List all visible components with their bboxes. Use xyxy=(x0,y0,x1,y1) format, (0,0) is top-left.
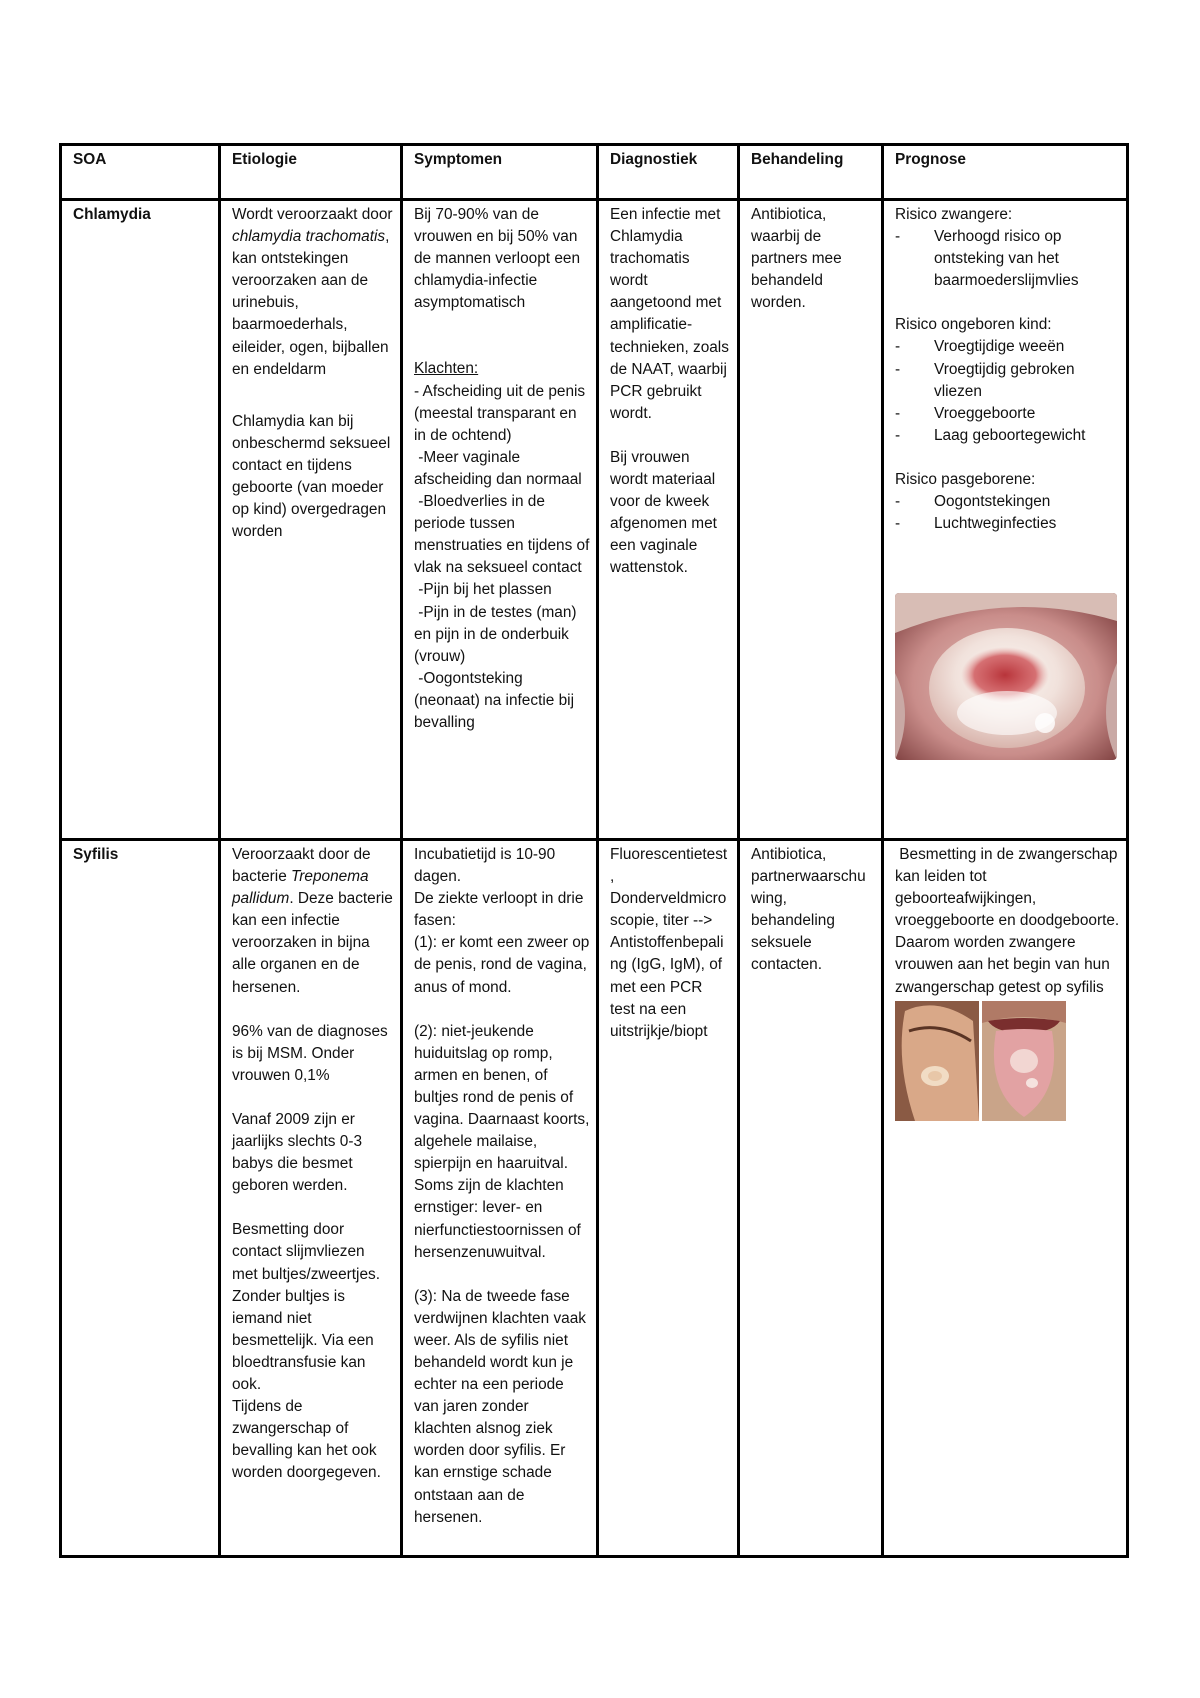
header-behandeling: Behandeling xyxy=(739,145,883,200)
klacht-item: -Meer vaginale afscheiding dan normaal xyxy=(414,448,582,488)
symptomen-text-2: De ziekte verloopt in drie fasen: xyxy=(414,890,588,930)
cervix-photo xyxy=(895,593,1117,760)
header-symptomen: Symptomen xyxy=(402,145,598,200)
cell-symptomen xyxy=(402,840,598,1557)
list-item: - Verhoogd risico op ontsteking van het baarmoederslijmvlies xyxy=(895,226,1120,292)
etiologie-transmission: Chlamydia kan bij onbeschermd seksueel contact en tijdens geboorte (van moeder op kind) overgedragen worden xyxy=(232,412,395,541)
list-item: - Vroeggeboorte xyxy=(895,403,1120,425)
header-prognose: Prognose xyxy=(883,145,1128,200)
risk-unborn-list xyxy=(895,336,1120,446)
table-row-chlamydia xyxy=(61,200,1128,840)
klacht-item: -Bloedverlies in de periode tussen menstruaties en tijdens of vlak na seksueel contact xyxy=(414,493,594,577)
list-item: - Oogontstekingen xyxy=(895,491,1120,513)
etiologie-text-5: Tijdens de zwangerschap of bevalling kan het ook worden doorgegeven. xyxy=(232,1398,381,1482)
etiologie-text-3: Vanaf 2009 zijn er jaarlijks slechts 0-3 babys die besmet geboren werden. xyxy=(232,1110,367,1195)
soa-table xyxy=(59,143,1129,1558)
cell-behandeling xyxy=(739,200,883,840)
header-diagnostiek: Diagnostiek xyxy=(598,145,739,200)
pathogen-name: Treponema pallidum xyxy=(232,868,369,908)
syfilis-photos xyxy=(895,1001,1120,1121)
klachten-label: Klachten: xyxy=(414,360,479,378)
tongue-lesion-photo xyxy=(982,1001,1066,1121)
klacht-item: -Pijn in de testes (man) en pijn in de onderbuik (vrouw) xyxy=(414,603,581,665)
list-item: - Vroegtijdige weeën xyxy=(895,336,1120,358)
risk-pregnant-label: Risico zwangere: xyxy=(895,206,1013,223)
header-etiologie: Etiologie xyxy=(220,145,402,200)
etiologie-text-4: Besmetting door contact slijmvliezen met bultjes/zweertjes. Zonder bultjes is iemand niet besmettelijk. Via een bloedtransfusie kan ook. xyxy=(232,1221,385,1393)
cell-diagnostiek xyxy=(598,200,739,840)
table-header-row xyxy=(61,145,1128,200)
klacht-item: - Afscheiding uit de penis (meestal transparant en in de ochtend) xyxy=(414,382,590,444)
etiologie-text: Veroorzaakt door de bacterie Treponema pallidum. Deze bacterie kan een infectie veroorzaken in bijna alle organen en de hersenen. xyxy=(232,846,393,996)
header-soa: SOA xyxy=(61,145,220,200)
klacht-item: -Pijn bij het plassen xyxy=(414,581,552,599)
risk-pregnant-list xyxy=(895,226,1120,292)
cell-etiologie xyxy=(220,840,402,1557)
symptomen-phase-1: (1): er komt een zweer op de penis, rond de vagina, anus of mond. xyxy=(414,934,594,996)
diagnostiek-text: Fluorescentietest, Donderveldmicroscopie, titer --> Antistoffenbepaling (IgG, IgM), of met een PCR test na een uitstrijkje/biopt xyxy=(610,846,728,1040)
cell-disease-name xyxy=(61,200,220,840)
risk-newborn-list xyxy=(895,491,1120,535)
behandeling-text: Antibiotica, partnerwaarschuwing, behandeling seksuele contacten. xyxy=(751,846,866,974)
cell-prognose xyxy=(883,200,1128,840)
penis-lesion-photo xyxy=(895,1001,979,1121)
behandeling-text: Antibiotica, waarbij de partners mee behandeld worden. xyxy=(751,206,846,312)
symptomen-intro: Bij 70-90% van de vrouwen en bij 50% van de mannen verloopt een chlamydia-infectie asymptomatisch xyxy=(414,206,585,312)
list-item: - Laag geboortegewicht xyxy=(895,425,1120,447)
cell-symptomen xyxy=(402,200,598,840)
diagnostiek-text: Een infectie met Chlamydia trachomatis wordt aangetoond met amplificatie-technieken, zoals de NAAT, waarbij PCR gebruikt wordt. xyxy=(610,206,734,422)
cell-diagnostiek xyxy=(598,840,739,1557)
pathogen-name: chlamydia trachomatis xyxy=(232,228,386,246)
cell-etiologie xyxy=(220,200,402,840)
risk-newborn-label: Risico pasgeborene: xyxy=(895,470,1036,488)
cell-prognose xyxy=(883,840,1128,1557)
prognose-text: Besmetting in de zwangerschap kan leiden tot geboorteafwijkingen, vroeggeboorte en doodgeboorte. Daarom worden zwangere vrouwen aan het begin van hun zwangerschap getest op syfilis xyxy=(895,846,1124,996)
list-item: - Luchtweginfecties xyxy=(895,513,1120,535)
symptomen-phase-2: (2): niet-jeukende huiduitslag op romp, armen en benen, of bultjes rond de penis of vagina. Daarnaast koorts, algehele mailaise, spierpijn en haaruitval. Soms zijn de klachten ernstiger: lever- en nierfunctiestoornissen of hersenzenuwuitval. xyxy=(414,1022,594,1261)
risk-unborn-label: Risico ongeboren kind: xyxy=(895,316,1052,334)
etiologie-text-2: 96% van de diagnoses is bij MSM. Onder vrouwen 0,1% xyxy=(232,1022,393,1084)
table-row-syfilis xyxy=(61,840,1128,1557)
disease-name: Chlamydia xyxy=(73,206,151,223)
etiologie-text: Wordt veroorzaakt door chlamydia trachomatis, kan ontstekingen veroorzaken aan de urinebuis, baarmoederhals, eileider, ogen, bijballen en endeldarm xyxy=(232,206,393,378)
klacht-item: -Oogontsteking (neonaat) na infectie bij bevalling xyxy=(414,669,579,731)
symptomen-phase-3: (3): Na de tweede fase verdwijnen klachten vaak weer. Als de syfilis niet behandeld wordt kun je echter na een periode van jaren zonder klachten alsnog ziek worden door syfilis. Er kan ernstige schade ontstaan aan de hersenen. xyxy=(414,1287,591,1526)
disease-name: Syfilis xyxy=(73,846,119,863)
cell-disease-name xyxy=(61,840,220,1557)
diagnostiek-text-2: Bij vrouwen wordt materiaal voor de kweek afgenomen met een vaginale wattenstok. xyxy=(610,448,722,577)
list-item: - Vroegtijdig gebroken vliezen xyxy=(895,359,1120,403)
symptomen-text-1: Incubatietijd is 10-90 dagen. xyxy=(414,846,560,886)
cell-behandeling xyxy=(739,840,883,1557)
